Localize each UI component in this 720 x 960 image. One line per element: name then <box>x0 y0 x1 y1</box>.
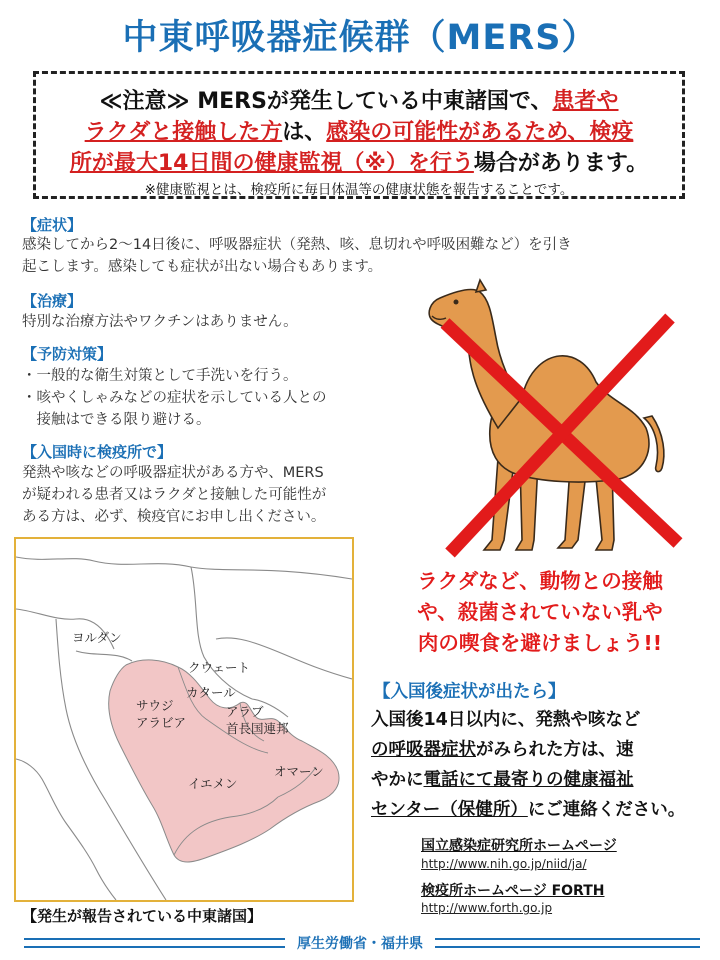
prevention-heading: 【予防対策】 <box>22 345 113 363</box>
treatment-heading: 【治療】 <box>22 292 83 310</box>
map-label-line: アラビア <box>136 715 187 730</box>
entry-line: ある方は、必ず、検疫官にお申し出ください。 <box>22 509 326 525</box>
notice-footnote: ※健康監視とは、検疫所に毎日体温等の健康状態を報告することです。 <box>144 182 574 198</box>
warning-line: 肉の喫食を避けましょう!! <box>417 631 663 655</box>
notice-text: 場合があります。 <box>473 151 649 176</box>
prevention-text <box>22 365 327 431</box>
map-label-kuwait: クウェート <box>188 660 251 675</box>
map-caption: 【発生が報告されている中東諸国】 <box>22 907 263 925</box>
notice-box <box>33 71 685 199</box>
nih-homepage-link[interactable]: 国立感染症研究所ホームページ <box>421 838 617 854</box>
map-label-line: アラブ <box>226 704 264 719</box>
symptoms-line: 感染してから2～14日後に、呼吸器症状（発熱、咳、息切れや呼吸困難など）を引き <box>22 237 572 253</box>
entry-line: が疑われる患者又はラクダと接触した可能性が <box>22 487 327 503</box>
after-entry-line <box>371 765 685 795</box>
notice-emphasis: 感染の可能性があるため、検疫 <box>326 120 634 145</box>
symptoms-text <box>22 234 572 278</box>
after-entry-heading: 【入国後症状が出たら】 <box>373 682 566 702</box>
after-entry-text-part: やかに <box>371 770 424 790</box>
entry-text <box>22 462 326 528</box>
prevention-line: 接触はできる限り避ける。 <box>22 412 211 428</box>
entry-heading: 【入国時に検疫所で】 <box>22 443 173 461</box>
after-entry-emphasis: の呼吸器症状 <box>371 740 476 760</box>
page-title: 中東呼吸器症候群（MERS） <box>122 18 598 58</box>
map-label-line: サウジ <box>136 698 174 713</box>
map-label-saudi-arabia <box>136 697 186 731</box>
symptoms-line: 起こします。感染しても症状が出ない場合もあります。 <box>22 259 383 275</box>
map-label-line: 首長国連邦 <box>226 721 289 736</box>
after-entry-text-part: がみられた方は、速 <box>476 740 634 760</box>
notice-text: ≪注意≫ MERSが発生している中東諸国で、 <box>99 89 553 114</box>
after-entry-line <box>371 735 685 765</box>
prevention-line: ・咳やくしゃみなどの症状を示している人との <box>22 390 327 406</box>
after-entry-emphasis: 電話にて最寄りの健康福祉 <box>423 770 634 790</box>
prevention-line: ・一般的な衛生対策として手洗いを行う。 <box>22 368 298 384</box>
notice-line-3 <box>36 146 682 177</box>
notice-emphasis: 所が最大14日間の健康監視（※）を行う <box>69 151 474 176</box>
notice-text: は、 <box>282 120 327 145</box>
nih-url-link[interactable]: http://www.nih.go.jp/niid/ja/ <box>421 857 587 871</box>
footer <box>0 933 720 953</box>
forth-homepage-link[interactable]: 検疫所ホームページ FORTH <box>421 883 605 899</box>
notice-emphasis: 患者や <box>552 89 619 114</box>
map-label-oman: オマーン <box>274 764 324 779</box>
notice-emphasis: ラクダと接触した方 <box>84 120 283 145</box>
after-entry-emphasis: センター（保健所） <box>371 800 528 820</box>
warning-line: や、殺菌されていない乳や <box>417 600 663 624</box>
after-entry-line: 入国後14日以内に、発熱や咳など <box>371 710 641 730</box>
middle-east-map <box>14 537 354 902</box>
map-label-uae <box>226 703 289 737</box>
footer-issuer: 厚生労働省・福井県 <box>285 936 435 952</box>
after-entry-text <box>371 705 685 825</box>
after-entry-text-part: にご連絡ください。 <box>527 800 686 820</box>
after-entry-line <box>371 795 685 825</box>
camel-eye <box>454 300 459 305</box>
symptoms-heading: 【症状】 <box>22 216 83 234</box>
map-label-qatar: カタール <box>186 685 236 700</box>
warning-line: ラクダなど、動物との接触 <box>417 569 663 593</box>
crossed-camel-illustration <box>420 278 690 578</box>
notice-line-1 <box>36 84 682 115</box>
map-label-yemen: イエメン <box>188 776 238 791</box>
entry-line: 発熱や咳などの呼吸器症状がある方や、MERS <box>22 465 324 481</box>
map-label-jordan: ヨルダン <box>72 630 122 645</box>
animal-contact-warning <box>360 566 720 659</box>
treatment-text: 特別な治療方法やワクチンはありません。 <box>22 314 298 330</box>
forth-url-link[interactable]: http://www.forth.go.jp <box>421 901 553 915</box>
notice-line-2 <box>36 115 682 146</box>
